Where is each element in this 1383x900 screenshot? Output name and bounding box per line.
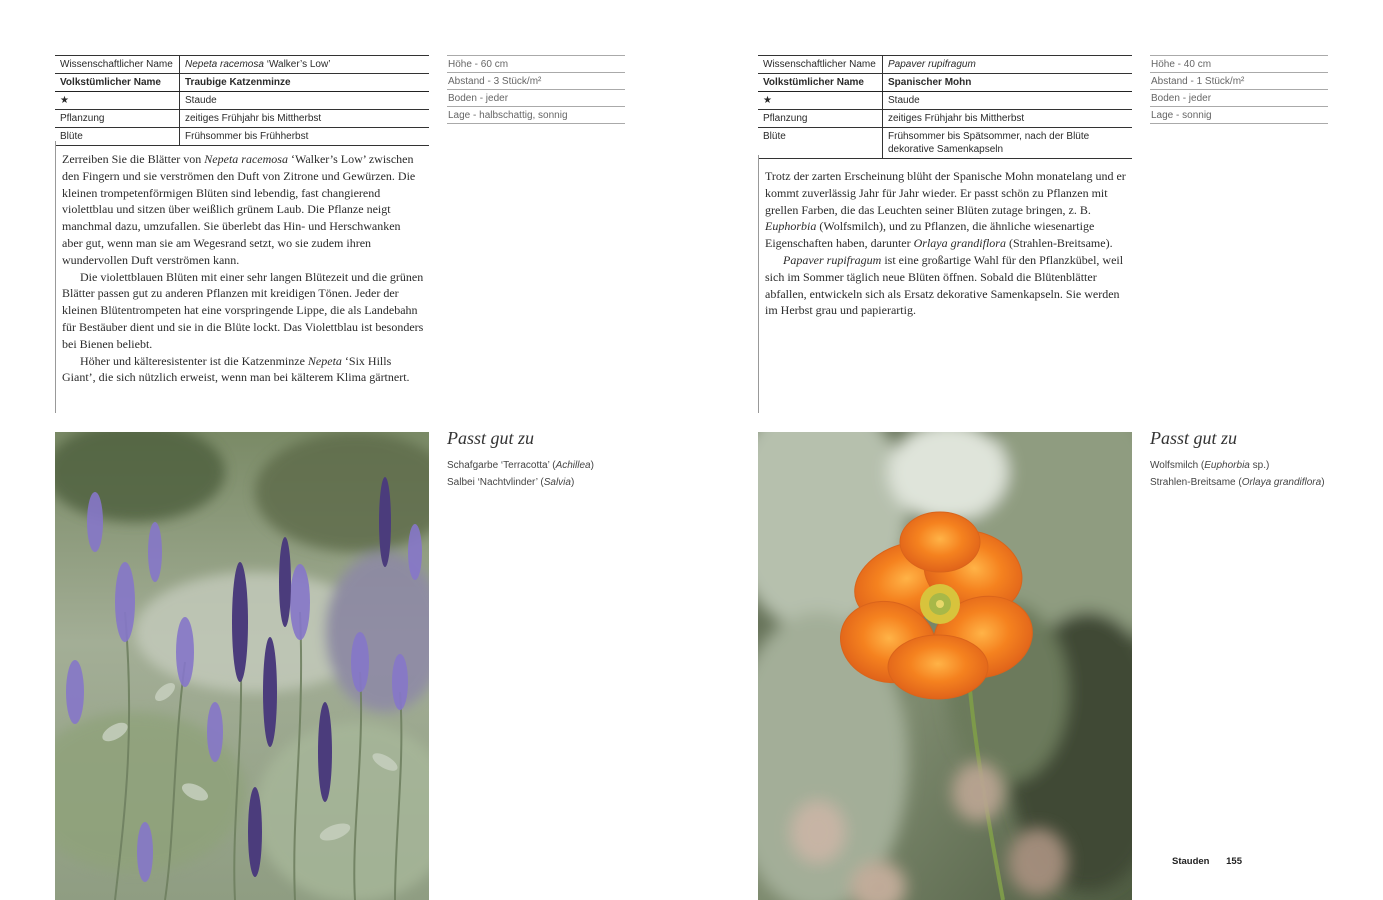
height-fact: Höhe - 40 cm [1150,55,1328,72]
table-key: Volkstümlicher Name [758,74,883,92]
table-row [758,56,1132,74]
table-row [55,110,429,128]
paragraph: Trotz der zarten Erscheinung blüht der Spanische Mohn monatelang und er kommt zuverlässig Jahr für Jahr wieder. Er passt schön zu Pflanzen mit grellen Farben, die das Leuchten seiner Blüten zutage bringen, z. B. Euphorbia (Wolfsmilch), und zu Pflanzen, die ähnliche wiesenartige Eigenschaften haben, darunter Orlaya grandiflora (Strahlen-Breitsame). [765,169,1126,251]
table-row [758,74,1132,92]
poppy-illustration [758,432,1132,900]
cultivar-name: ‘Walker’s Low’ [263,59,331,70]
companion-title: Passt gut zu [1150,428,1238,448]
table-key: Wissenschaftlicher Name [758,56,883,74]
table-row [55,56,429,74]
companion-plants [1150,428,1340,491]
table-value: Papaver rupifragum [883,56,1133,74]
plant-info-table [758,55,1132,159]
column-rule [758,155,759,413]
table-value: Frühsommer bis Spätsommer, nach der Blüte dekorative Samenkapseln [883,128,1133,159]
table-row [55,74,429,92]
spacing-fact: Abstand - 1 Stück/m² [1150,72,1328,89]
section-title: Stauden [1172,856,1210,867]
table-value: Spanischer Mohn [883,74,1133,92]
table-row [758,92,1132,110]
plant-info-table [55,55,429,146]
table-value: zeitiges Frühjahr bis Mittherbst [883,110,1133,128]
table-row [55,92,429,110]
paragraph: Papaver rupifragum ist eine großartige Wahl für den Pflanzkübel, weil sich im Sommer täglich neue Blüten öffnen. Sobald die Blütenblätter abfallen, entwickeln sich als Ersatz dekorative Samenkapseln. Sie werden im Herbst grau und papierartig. [765,252,1124,318]
table-key: Blüte [758,128,883,159]
scientific-name: Nepeta racemosa [185,59,264,70]
star-icon: ★ [55,92,180,110]
companion-item: Strahlen-Breitsame (Orlaya grandiflora) [1150,477,1325,488]
spacing-fact: Abstand - 3 Stück/m² [447,72,625,89]
page-footer [1172,856,1242,867]
table-key: Blüte [55,128,180,146]
table-key: Pflanzung [55,110,180,128]
body-text [765,168,1127,319]
table-value: Traubige Katzenminze [180,74,430,92]
left-page [0,0,691,900]
soil-fact: Boden - jeder [1150,89,1328,106]
companion-title: Passt gut zu [447,428,535,448]
plant-facts [1150,55,1328,124]
paragraph: Die violettblauen Blüten mit einer sehr langen Blütezeit und die grünen Blätter passen gut zu anderen Pflanzen mit kreidigen Tönen. Jeder der kleinen Blütentrompeten hat eine vorspringende Lippe, die als Landebahn für Bestäuber dient und sie in die Blüte lockt. Das Violettblau ist besonders bei Bienen beliebt. [62,269,424,351]
right-page [703,0,1383,900]
soil-fact: Boden - jeder [447,89,625,106]
table-value: Staude [180,92,430,110]
star-icon: ★ [758,92,883,110]
body-text [62,151,424,386]
table-row [758,110,1132,128]
catmint-illustration [55,432,429,900]
table-value: zeitiges Frühjahr bis Mittherbst [180,110,430,128]
catmint-photo [55,432,429,900]
companion-item: Salbei ‘Nachtvlinder’ (Salvia) [447,477,575,488]
location-fact: Lage - halbschattig, sonnig [447,106,625,124]
companion-item: Schafgarbe ‘Terracotta’ (Achillea) [447,460,594,471]
plant-facts [447,55,625,124]
table-value [180,56,430,74]
companion-item: Wolfsmilch (Euphorbia sp.) [1150,460,1270,471]
location-fact: Lage - sonnig [1150,106,1328,124]
page-number: 155 [1226,856,1242,867]
paragraph: Höher und kälteresistenter ist die Katzenminze Nepeta ‘Six Hills Giant’, die sich nützlich erweist, wenn man bei kälterem Klima gärtnert. [62,353,410,385]
table-row [758,128,1132,159]
table-key: Volkstümlicher Name [55,74,180,92]
poppy-photo [758,432,1132,900]
companion-plants [447,428,637,491]
table-key: Pflanzung [758,110,883,128]
table-value: Frühsommer bis Frühherbst [180,128,430,146]
table-value: Staude [883,92,1133,110]
paragraph: Zerreiben Sie die Blätter von Nepeta racemosa ‘Walker’s Low’ zwischen den Fingern und sie verströmen den Duft von Zitrone und Gewürzen. Die kleinen trompetenförmigen Blüten sind lebendig, fast changierend violettblau und sitzen über weißlich grünem Laub. Die Pflanze neigt manchmal dazu, umzufallen. Sie überlebt das Hin- und Herschwanken aber gut, wenn man sie am Wegesrand setzt, wo sie zudem ihren wundervollen Duft verströmen kann. [62,152,416,267]
table-key: Wissenschaftlicher Name [55,56,180,74]
column-rule [55,141,56,413]
table-row [55,128,429,146]
height-fact: Höhe - 60 cm [447,55,625,72]
